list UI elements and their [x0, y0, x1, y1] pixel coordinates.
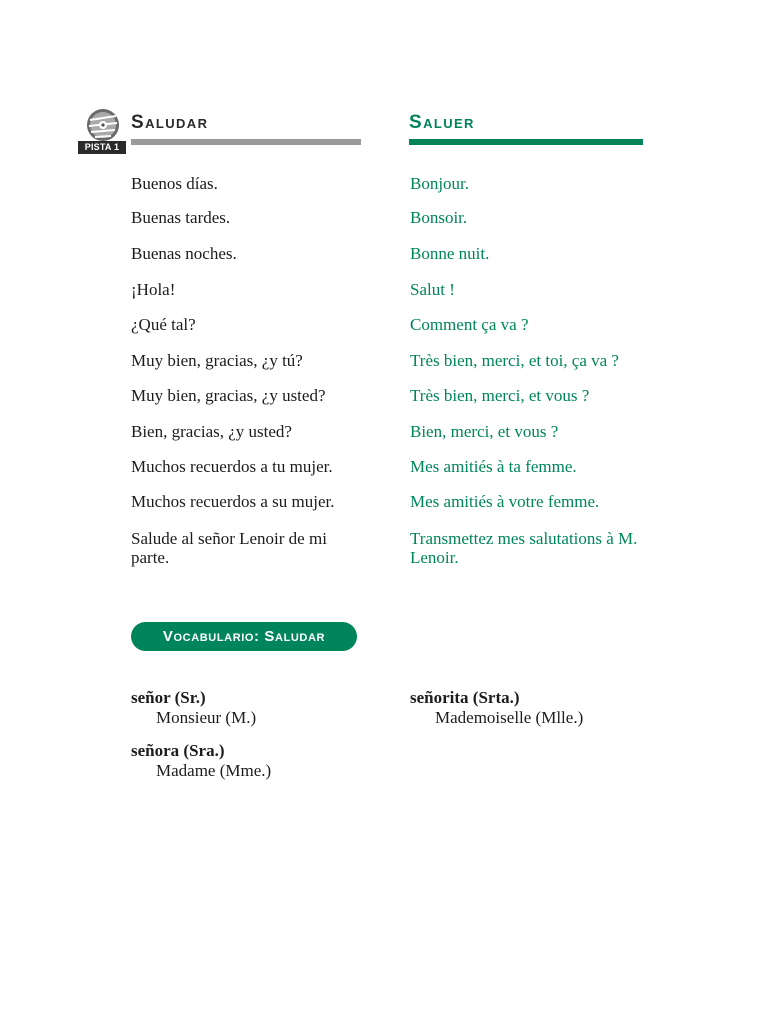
- vocab-term: señorita (Srta.): [410, 688, 520, 707]
- phrase-french: Bien, merci, et vous ?: [410, 422, 559, 441]
- phrase-french: Très bien, merci, et vous ?: [410, 386, 590, 405]
- heading-rule-spanish: [131, 139, 361, 145]
- phrase-spanish: ¿Qué tal?: [131, 315, 196, 334]
- cd-icon: [86, 108, 120, 142]
- phrase-spanish: Muchos recuerdos a tu mujer.: [131, 457, 333, 476]
- vocab-entry: [410, 688, 583, 728]
- phrase-french: Mes amitiés à votre femme.: [410, 492, 600, 511]
- track-badge: [78, 108, 128, 156]
- phrase-spanish: Salude al señor Lenoir de mi parte.: [131, 529, 327, 567]
- phrase-french: Très bien, merci, et toi, ça va ?: [410, 351, 619, 370]
- vocab-translation: Monsieur (M.): [156, 708, 257, 727]
- phrase-french: Comment ça va ?: [410, 315, 529, 334]
- phrase-french: Salut !: [410, 280, 455, 299]
- phrase-french: Mes amitiés à ta femme.: [410, 457, 577, 476]
- section-title-spanish: Saludar: [131, 112, 209, 133]
- phrase-spanish: Muy bien, gracias, ¿y usted?: [131, 386, 326, 405]
- phrase-french: Bonjour.: [410, 174, 470, 193]
- vocab-translation: Mademoiselle (Mlle.): [435, 708, 584, 727]
- heading-rule-french: [409, 139, 643, 145]
- vocab-term: señor (Sr.): [131, 688, 206, 707]
- phrase-french: Bonne nuit.: [410, 244, 490, 263]
- track-label: PISTA 1: [78, 141, 126, 154]
- phrase-spanish: Muy bien, gracias, ¿y tú?: [131, 351, 303, 370]
- phrase-spanish: Muchos recuerdos a su mujer.: [131, 492, 335, 511]
- phrase-spanish: Buenos días.: [131, 174, 218, 193]
- phrase-spanish: Buenas noches.: [131, 244, 237, 263]
- phrase-spanish: Buenas tardes.: [131, 208, 231, 227]
- vocab-entry: [131, 688, 256, 728]
- phrase-french: Transmettez mes salutations à M. Lenoir.: [410, 529, 638, 567]
- vocab-translation: Madame (Mme.): [156, 761, 272, 780]
- phrase-spanish: ¡Hola!: [131, 280, 176, 299]
- vocab-entry: [131, 741, 271, 781]
- vocabulary-title: Vocabulario: Saludar: [131, 622, 357, 651]
- phrase-spanish: Bien, gracias, ¿y usted?: [131, 422, 292, 441]
- phrase-french: Bonsoir.: [410, 208, 468, 227]
- section-title-french: Saluer: [409, 112, 475, 133]
- vocab-term: señora (Sra.): [131, 741, 225, 760]
